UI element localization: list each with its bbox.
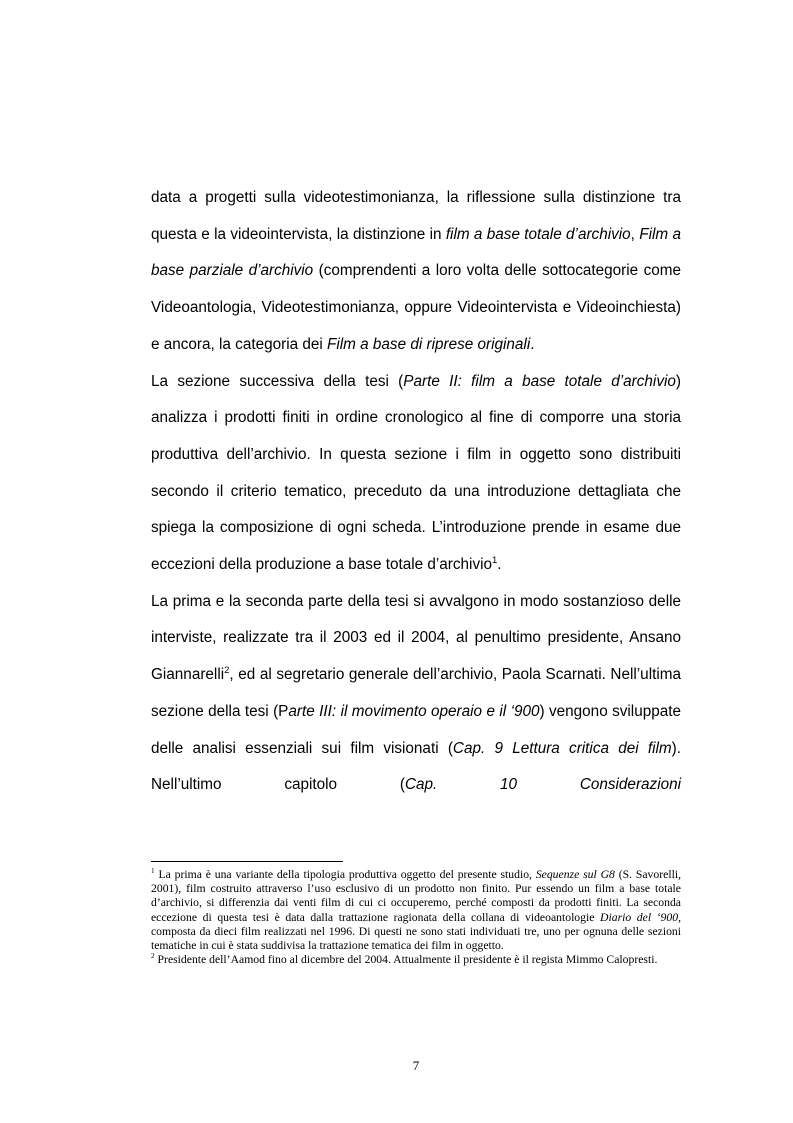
footnotes [151,868,681,967]
paragraph-2: La sezione successiva della tesi (Parte II: film a base totale d’archivio) analizza i prodotti finiti in ordine cronologico al fine di comporre una storia produttiva dell’archivio. In questa sezione i film in oggetto sono distribuiti secondo il criterio tematico, preceduto da una introduzione dettagliata che spiega la composizione di ogni scheda. L’introduzione prende in esame due eccezioni della produzione a base totale d’archivio$^1$. [151,372,681,574]
paragraph-1: data a progetti sulla videotestimonianza, la riflessione sulla distinzione tra questa e la videointervista, la distinzione in film a base totale d’archivio, Film a base parziale d’archivio (comprendenti a loro volta delle sottocategorie come Videoantologia, Videotestimonianza, oppure Videointervista e Videoinchiesta) e ancora, la categoria dei Film a base di riprese originali. [151,189,682,353]
footnote-1: $^1$ La prima è una variante della tipologia produttiva oggetto del presente studio, Sequenze sul G8 (S. Savorelli, 2001), film costruito attraverso l’uso esclusivo di un prodotto non finito. Pur essendo un film a base totale d’archivio, si differenzia dai venti film di cui ci occuperemo, perché composti da prodotti finiti. La seconda eccezione di questa tesi è data dalla trattazione ragionata della collana di videoantologie Diario del ‘900, composta da dieci film realizzati nel 1996. Di questi ne sono stati individuati tre, uno per ognuna delle sezioni tematiche in cui è stata suddivisa la trattazione tematica dei film in oggetto. [151,867,681,953]
paragraph-3: La prima e la seconda parte della tesi si avvalgono in modo sostanzioso delle interviste, realizzate tra il 2003 ed il 2004, al penultimo presidente, Ansano Giannarelli$^2$, ed al segretario generale dell’archivio, Paola Scarnati. Nell’ultima sezione della tesi (Parte III: il movimento operaio e il ‘900) vengono sviluppate delle analisi essenziali sui film visionati (Cap. 9 Lettura critica dei film). Nell’ultimo capitolo (Cap. 10 Considerazioni [151,592,682,794]
footnote-ref-2: 2 [224,665,230,677]
footnote-separator [151,861,343,862]
page-number: 7 [412,1058,420,1073]
footnote-ref-1: 1 [492,554,498,566]
footnote-2: $^2$ Presidente dell’Aamod fino al dicembre del 2004. Attualmente il presidente è il regista Mimmo Calopresti. [151,952,658,967]
body-text [151,180,681,804]
